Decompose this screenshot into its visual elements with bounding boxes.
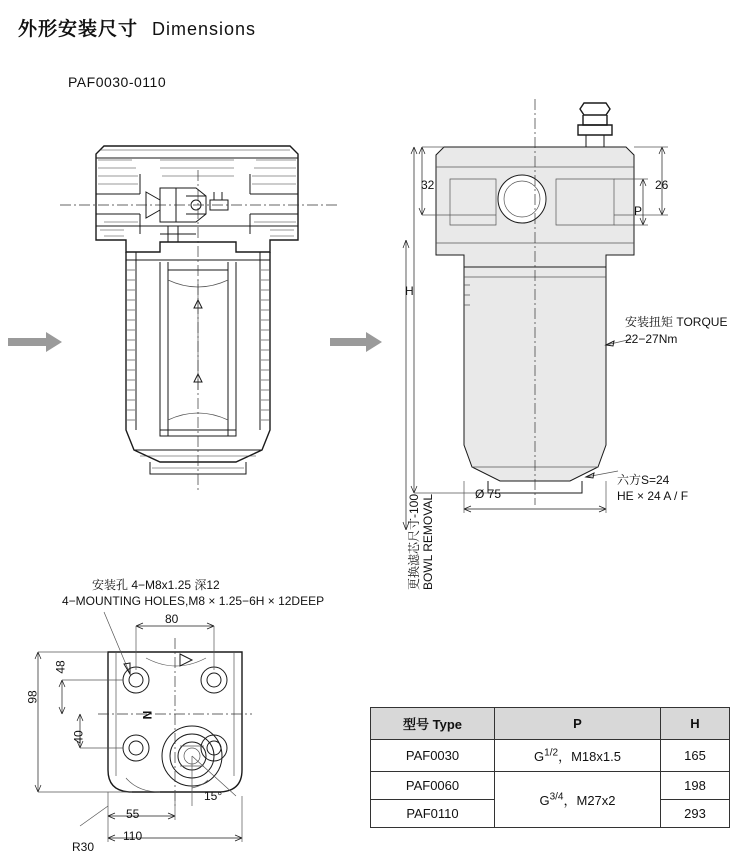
dim-r30-label: R30 — [72, 840, 95, 854]
hex-label-en: HE × 24 A / F — [617, 489, 689, 503]
dim-32-label: 32 — [421, 178, 435, 192]
cell-p-base: G — [539, 793, 550, 808]
dim-110-label: 110 — [123, 829, 143, 843]
dim-dia75-label: Ø 75 — [475, 487, 502, 501]
mounting-note-en: 4−MOUNTING HOLES,M8 × 1.25−6H × 12DEEP — [62, 594, 325, 608]
table-row — [371, 740, 730, 772]
page-title — [18, 14, 256, 41]
torque-label-cn: 安装扭矩 TORQUE — [625, 315, 728, 329]
spec-table — [370, 707, 730, 828]
bowl-removal-en: BOWL REMOVAL — [421, 493, 435, 590]
torque-value: 22−27Nm — [625, 332, 678, 346]
hex-label-cn: 六方S=24 — [617, 473, 670, 487]
dim-98-label: 98 — [25, 690, 40, 704]
mounting-hole-tl — [123, 667, 149, 693]
table-header-row — [371, 708, 730, 740]
cell-h: 198 — [661, 772, 730, 800]
dim-p-label: P — [634, 204, 643, 218]
dim-26-label: 26 — [655, 178, 669, 192]
page-title-en: Dimensions — [152, 19, 257, 39]
flow-arrow-left — [8, 332, 62, 352]
section-view-drawing — [0, 130, 400, 530]
table-header-p: P — [495, 708, 661, 740]
model-label: PAF0030-0110 — [68, 74, 167, 90]
dim-h-label: H — [405, 284, 414, 298]
cell-p-base: G — [534, 749, 545, 764]
cell-h: 293 — [661, 800, 730, 828]
cell-p — [495, 740, 661, 772]
cell-type: PAF0060 — [371, 772, 495, 800]
page-title-cn: 外形安装尺寸 — [18, 19, 139, 40]
dim-80-label: 80 — [165, 612, 179, 626]
cell-p-frac: 3/4 — [549, 791, 564, 803]
table-row — [371, 772, 730, 800]
direction-n-label: N — [140, 710, 155, 720]
table-header-h: H — [661, 708, 730, 740]
cell-p-rest: ，M27x2 — [563, 793, 616, 808]
dim-15deg-label: 15° — [204, 789, 223, 803]
bowl-removal-dim-line — [396, 240, 416, 530]
mounting-hole-bl — [123, 735, 149, 761]
dim-48-label: 48 — [53, 660, 68, 674]
elevation-view-drawing — [400, 95, 750, 525]
dim-40-label: 40 — [71, 730, 86, 744]
cell-p-rest: ，M18x1.5 — [558, 749, 621, 764]
cell-p-frac: 1/2 — [544, 747, 559, 759]
cell-p — [495, 772, 661, 828]
table-header-type: 型号 Type — [371, 708, 495, 740]
bowl-removal-cn: 更换滤芯尺寸-100 — [407, 493, 421, 590]
mounting-note-cn: 安装孔 4−M8x1.25 深12 — [92, 578, 220, 592]
mounting-hole-tr — [201, 667, 227, 693]
dim-55-label: 55 — [126, 807, 140, 821]
cell-h: 165 — [661, 740, 730, 772]
cell-type: PAF0030 — [371, 740, 495, 772]
flow-arrow-right — [330, 332, 382, 352]
cell-type: PAF0110 — [371, 800, 495, 828]
